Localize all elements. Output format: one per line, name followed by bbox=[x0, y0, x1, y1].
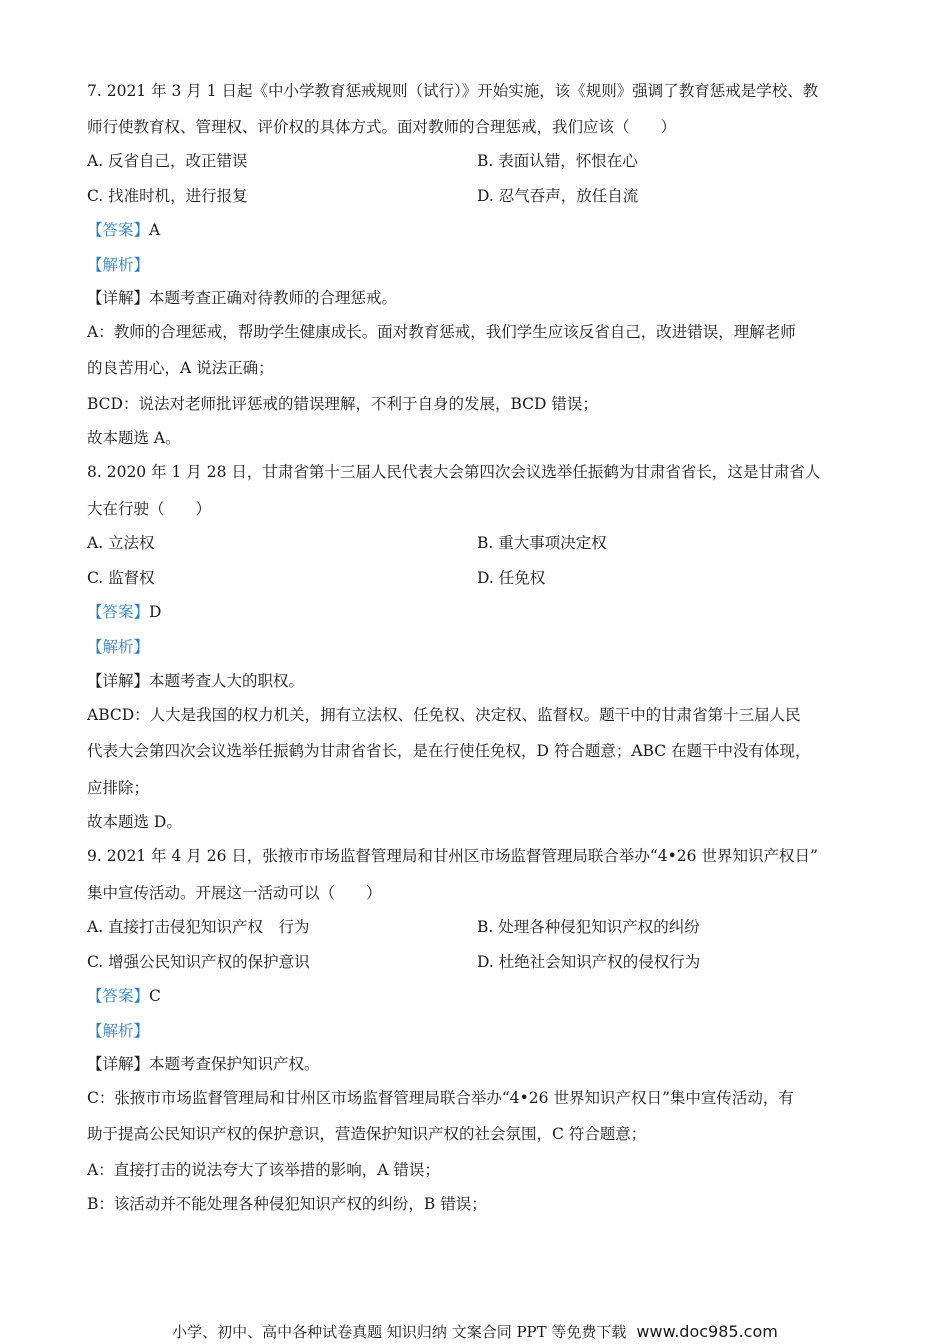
q8-option-b: B. 重大事项决定权 bbox=[477, 534, 607, 552]
q7-detail-line: 故本题选 A。 bbox=[87, 429, 181, 447]
q9-answer-row bbox=[87, 986, 867, 1006]
q9-stem-line-1: 9. 2021 年 4 月 26 日，张掖市市场监督管理局和甘州区市场监督管理局联合举办“4•26 世界知识产权日” bbox=[87, 847, 818, 865]
q9-detail-line: B：该活动并不能处理各种侵犯知识产权的纠纷，B 错误； bbox=[87, 1195, 487, 1213]
q7-answer-value: A bbox=[149, 221, 161, 239]
q9-stem-line-2: 集中宣传活动。开展这一活动可以（ ） bbox=[87, 884, 382, 902]
q7-option-c: C. 找准时机，进行报复 bbox=[87, 187, 248, 205]
q9-detail-line: A：直接打击的说法夸大了该举措的影响，A 错误； bbox=[87, 1161, 440, 1179]
q8-detail-line: 代表大会第四次会议选举任振鹤为甘肃省省长，是在行使任免权，D 符合题意；ABC 在题干中没有体现， bbox=[87, 742, 811, 760]
q7-answer-tag: 【答案】 bbox=[87, 221, 150, 239]
q9-answer-value: C bbox=[149, 987, 161, 1005]
q9-answer-tag: 【答案】 bbox=[87, 987, 150, 1005]
q7-stem-line-2: 师行使教育权、管理权、评价权的具体方式。面对教师的合理惩戒，我们应该（ ） bbox=[87, 118, 677, 136]
q7-detail-line: 【详解】本题考查正确对待教师的合理惩戒。 bbox=[87, 289, 398, 307]
q8-stem-line-2: 大在行驶（ ） bbox=[87, 500, 212, 518]
q9-detail-line: 【详解】本题考查保护知识产权。 bbox=[87, 1055, 320, 1073]
footer-text: 小学、初中、高中各种试卷真题 知识归纳 文案合同 PPT 等免费下载 bbox=[172, 1323, 627, 1341]
q8-detail-line: 应排除； bbox=[87, 779, 150, 797]
q7-stem-line-1: 7. 2021 年 3 月 1 日起《中小学教育惩戒规则（试行）》开始实施，该《规则》强调了教育惩戒是学校、教 bbox=[87, 82, 819, 100]
q9-detail-line: C：张掖市市场监督管理局和甘州区市场监督管理局联合举办“4•26 世界知识产权日”集中宣传活动，有 bbox=[87, 1089, 794, 1107]
q9-option-a: A. 直接打击侵犯知识产权 行为 bbox=[87, 918, 310, 936]
q9-option-c: C. 增强公民知识产权的保护意识 bbox=[87, 953, 310, 971]
q7-detail-line: BCD：说法对老师批评惩戒的错误理解，不利于自身的发展，BCD 错误； bbox=[87, 395, 598, 413]
q7-detail-line: 的良苦用心，A 说法正确； bbox=[87, 359, 274, 377]
q8-analysis-tag: 【解析】 bbox=[87, 638, 150, 656]
q8-option-c: C. 监督权 bbox=[87, 569, 155, 587]
q8-stem-line-1: 8. 2020 年 1 月 28 日，甘肃省第十三届人民代表大会第四次会议选举任振鹤为甘肃省省长，这是甘肃省人 bbox=[87, 463, 821, 481]
q8-option-a: A. 立法权 bbox=[87, 534, 155, 552]
q8-detail-line: 【详解】本题考查人大的职权。 bbox=[87, 672, 305, 690]
q8-answer-row bbox=[87, 602, 867, 622]
q8-detail-line: ABCD：人大是我国的权力机关，拥有立法权、任免权、决定权、监督权。题干中的甘肃省第十三届人民 bbox=[87, 706, 801, 724]
q8-answer-value: D bbox=[149, 603, 162, 621]
q9-option-b: B. 处理各种侵犯知识产权的纠纷 bbox=[477, 918, 700, 936]
q8-answer-tag: 【答案】 bbox=[87, 603, 150, 621]
q7-option-d: D. 忍气吞声，放任自流 bbox=[477, 187, 639, 205]
page-footer bbox=[0, 1322, 950, 1342]
q9-detail-line: 助于提高公民知识产权的保护意识，营造保护知识产权的社会氛围，C 符合题意； bbox=[87, 1125, 647, 1143]
footer-url[interactable]: www.doc985.com bbox=[636, 1322, 778, 1341]
q7-answer-row bbox=[87, 220, 867, 240]
q8-detail-line: 故本题选 D。 bbox=[87, 813, 182, 831]
q8-option-d: D. 任免权 bbox=[477, 569, 546, 587]
q7-option-b: B. 表面认错，怀恨在心 bbox=[477, 152, 638, 170]
q7-analysis-tag: 【解析】 bbox=[87, 256, 150, 274]
q9-option-d: D. 杜绝社会知识产权的侵权行为 bbox=[477, 953, 701, 971]
q7-option-a: A. 反省自己，改正错误 bbox=[87, 152, 248, 170]
q9-analysis-tag: 【解析】 bbox=[87, 1022, 150, 1040]
q7-detail-line: A：教师的合理惩戒，帮助学生健康成长。面对教育惩戒，我们学生应该反省自己，改进错误，理解老师 bbox=[87, 323, 796, 341]
